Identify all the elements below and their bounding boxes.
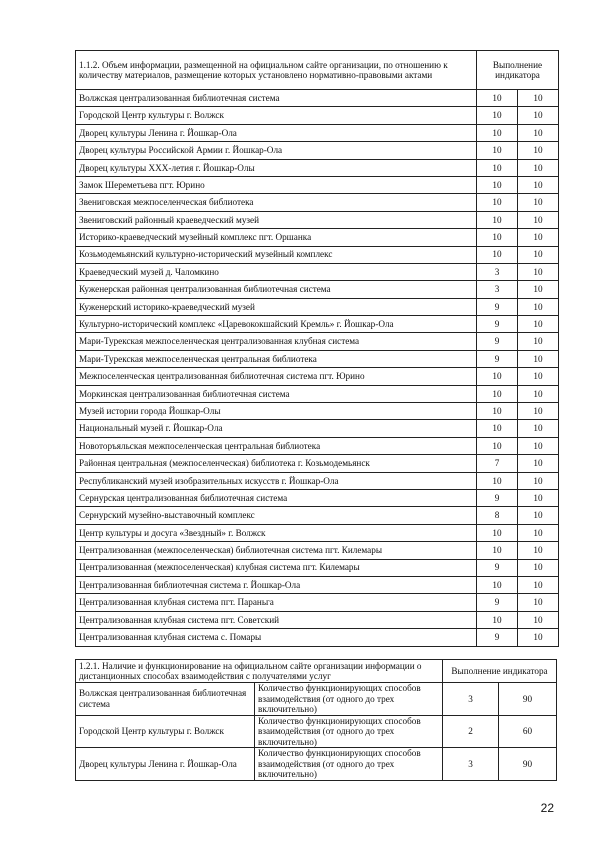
indicator-value: 60 xyxy=(499,715,557,748)
table-row xyxy=(76,715,557,748)
score-value: 9 xyxy=(477,489,518,506)
organization-name: Мари-Турекская межпоселенческая центральная библиотека xyxy=(76,350,477,367)
table-row xyxy=(76,611,559,628)
max-value: 10 xyxy=(518,176,559,193)
organization-name: Централизованная клубная система пгт. Параньга xyxy=(76,594,477,611)
max-value: 10 xyxy=(518,124,559,141)
max-value: 10 xyxy=(518,281,559,298)
score-value: 9 xyxy=(477,298,518,315)
max-value: 10 xyxy=(518,142,559,159)
table-row xyxy=(76,194,559,211)
organization-name: Мари-Турекская межпоселенческая централизованная клубная система xyxy=(76,333,477,350)
indicator-table-1-1-2 xyxy=(75,50,559,647)
organization-name: Централизованная клубная система пгт. Советский xyxy=(76,611,477,628)
table-header-row xyxy=(76,660,557,683)
organization-name: Дворец культуры Ленина г. Йошкар-Ола xyxy=(76,124,477,141)
table-row xyxy=(76,507,559,524)
max-value: 10 xyxy=(518,576,559,593)
max-value: 10 xyxy=(518,629,559,646)
table-row xyxy=(76,263,559,280)
score-value: 10 xyxy=(477,385,518,402)
table-row xyxy=(76,629,559,646)
score-value: 9 xyxy=(477,594,518,611)
score-value: 3 xyxy=(443,683,499,716)
table-row xyxy=(76,385,559,402)
score-value: 10 xyxy=(477,142,518,159)
score-value: 10 xyxy=(477,611,518,628)
table-row xyxy=(76,159,559,176)
score-value: 10 xyxy=(477,524,518,541)
organization-name: Куженерский историко-краеведческий музей xyxy=(76,298,477,315)
organization-name: Моркинская централизованная библиотечная система xyxy=(76,385,477,402)
max-value: 10 xyxy=(518,611,559,628)
organization-name: Новоторъяльская межпоселенческая центральная библиотека xyxy=(76,437,477,454)
indicator-description: Количество функционирующих способов взаимодействия (от одного до трех включительно) xyxy=(255,683,443,716)
indicator-value: 90 xyxy=(499,683,557,716)
indicator-description: Количество функционирующих способов взаимодействия (от одного до трех включительно) xyxy=(255,715,443,748)
table-row xyxy=(76,576,559,593)
organization-name: Звениговская межпоселенческая библиотека xyxy=(76,194,477,211)
max-value: 10 xyxy=(518,316,559,333)
table-row xyxy=(76,472,559,489)
max-value: 10 xyxy=(518,263,559,280)
score-value: 10 xyxy=(477,403,518,420)
table-row xyxy=(76,316,559,333)
table-row xyxy=(76,298,559,315)
max-value: 10 xyxy=(518,455,559,472)
indicator-header: Выполнение индикатора xyxy=(443,660,557,683)
organization-name: Централизованная клубная система с. Помары xyxy=(76,629,477,646)
organization-name: Культурно-исторический комплекс «Царевококшайский Кремль» г. Йошкар-Ола xyxy=(76,316,477,333)
max-value: 10 xyxy=(518,559,559,576)
score-value: 10 xyxy=(477,368,518,385)
score-value: 9 xyxy=(477,333,518,350)
table-row xyxy=(76,683,557,716)
organization-name: Межпоселенческая централизованная библиотечная система пгт. Юрино xyxy=(76,368,477,385)
organization-name: Козьмодемьянский культурно-исторический музейный комплекс xyxy=(76,246,477,263)
table-row xyxy=(76,437,559,454)
score-value: 10 xyxy=(477,159,518,176)
organization-name: Центр культуры и досуга «Звездный» г. Волжск xyxy=(76,524,477,541)
table-row xyxy=(76,333,559,350)
organization-name: Сернурский музейно-выставочный комплекс xyxy=(76,507,477,524)
score-value: 10 xyxy=(477,194,518,211)
score-value: 2 xyxy=(443,715,499,748)
table-row xyxy=(76,489,559,506)
table-row xyxy=(76,124,559,141)
table-row xyxy=(76,142,559,159)
max-value: 10 xyxy=(518,333,559,350)
max-value: 10 xyxy=(518,246,559,263)
max-value: 10 xyxy=(518,403,559,420)
score-value: 10 xyxy=(477,246,518,263)
organization-name: Дворец культуры XXX-летия г. Йошкар-Олы xyxy=(76,159,477,176)
score-value: 3 xyxy=(443,748,499,781)
table-row xyxy=(76,748,557,781)
organization-name: Звениговский районный краеведческий музей xyxy=(76,211,477,228)
score-value: 10 xyxy=(477,124,518,141)
score-value: 9 xyxy=(477,559,518,576)
score-value: 10 xyxy=(477,211,518,228)
table-title: 1.1.2. Объем информации, размещенной на официальном сайте организации, по отношению к количеству материалов, размещение которых установлено нормативно-правовыми актами xyxy=(76,51,477,90)
score-value: 10 xyxy=(477,542,518,559)
table-row xyxy=(76,211,559,228)
organization-name: Районная центральная (межпоселенческая) библиотека г. Козьмодемьянск xyxy=(76,455,477,472)
table-row xyxy=(76,368,559,385)
organization-name: Музей истории города Йошкар-Олы xyxy=(76,403,477,420)
organization-name: Краеведческий музей д. Чаломкино xyxy=(76,263,477,280)
max-value: 10 xyxy=(518,350,559,367)
organization-name: Историко-краеведческий музейный комплекс пгт. Оршанка xyxy=(76,229,477,246)
score-value: 10 xyxy=(477,107,518,124)
max-value: 10 xyxy=(518,437,559,454)
organization-name: Национальный музей г. Йошкар-Ола xyxy=(76,420,477,437)
organization-name: Сернурская централизованная библиотечная система xyxy=(76,489,477,506)
max-value: 10 xyxy=(518,368,559,385)
max-value: 10 xyxy=(518,159,559,176)
score-value: 8 xyxy=(477,507,518,524)
score-value: 9 xyxy=(477,350,518,367)
table-row xyxy=(76,542,559,559)
score-value: 10 xyxy=(477,90,518,107)
organization-name: Дворец культуры Российской Армии г. Йошкар-Ола xyxy=(76,142,477,159)
table-row xyxy=(76,524,559,541)
table-row xyxy=(76,229,559,246)
max-value: 10 xyxy=(518,211,559,228)
table-row xyxy=(76,559,559,576)
table-header-row xyxy=(76,51,559,90)
table-row xyxy=(76,455,559,472)
table-row xyxy=(76,403,559,420)
indicator-table-1-2-1 xyxy=(75,659,557,781)
table-row xyxy=(76,594,559,611)
score-value: 3 xyxy=(477,263,518,280)
page-number: 22 xyxy=(540,801,554,815)
max-value: 10 xyxy=(518,107,559,124)
organization-name: Республиканский музей изобразительных искусств г. Йошкар-Ола xyxy=(76,472,477,489)
score-value: 10 xyxy=(477,576,518,593)
table-row xyxy=(76,90,559,107)
score-value: 10 xyxy=(477,229,518,246)
table-row xyxy=(76,246,559,263)
max-value: 10 xyxy=(518,90,559,107)
max-value: 10 xyxy=(518,507,559,524)
organization-name: Городской Центр культуры г. Волжск xyxy=(76,107,477,124)
max-value: 10 xyxy=(518,420,559,437)
max-value: 10 xyxy=(518,298,559,315)
max-value: 10 xyxy=(518,594,559,611)
organization-name: Централизованная (межпоселенческая) клубная система пгт. Килемары xyxy=(76,559,477,576)
indicator-header: Выполнение индикатора xyxy=(477,51,559,90)
organization-name: Централизованная (межпоселенческая) библиотечная система пгт. Килемары xyxy=(76,542,477,559)
score-value: 9 xyxy=(477,316,518,333)
table-row xyxy=(76,176,559,193)
max-value: 10 xyxy=(518,524,559,541)
organization-name: Централизованная библиотечная система г. Йошкар-Ола xyxy=(76,576,477,593)
score-value: 10 xyxy=(477,437,518,454)
table-row xyxy=(76,107,559,124)
max-value: 10 xyxy=(518,472,559,489)
organization-name: Городской Центр культуры г. Волжск xyxy=(76,715,255,748)
organization-name: Замок Шереметьева пгт. Юрино xyxy=(76,176,477,193)
score-value: 3 xyxy=(477,281,518,298)
max-value: 10 xyxy=(518,385,559,402)
indicator-value: 90 xyxy=(499,748,557,781)
score-value: 10 xyxy=(477,472,518,489)
score-value: 9 xyxy=(477,629,518,646)
organization-name: Волжская централизованная библиотечная система xyxy=(76,90,477,107)
organization-name: Дворец культуры Ленина г. Йошкар-Ола xyxy=(76,748,255,781)
table-row xyxy=(76,350,559,367)
organization-name: Волжская централизованная библиотечная система xyxy=(76,683,255,716)
table-row xyxy=(76,281,559,298)
max-value: 10 xyxy=(518,489,559,506)
score-value: 10 xyxy=(477,420,518,437)
table-row xyxy=(76,420,559,437)
indicator-description: Количество функционирующих способов взаимодействия (от одного до трех включительно) xyxy=(255,748,443,781)
max-value: 10 xyxy=(518,194,559,211)
score-value: 7 xyxy=(477,455,518,472)
score-value: 10 xyxy=(477,176,518,193)
max-value: 10 xyxy=(518,229,559,246)
table-title: 1.2.1. Наличие и функционирование на официальном сайте организации информации о дистанционных способах взаимодействия с получателями услуг xyxy=(76,660,443,683)
max-value: 10 xyxy=(518,542,559,559)
organization-name: Куженерская районная централизованная библиотечная система xyxy=(76,281,477,298)
